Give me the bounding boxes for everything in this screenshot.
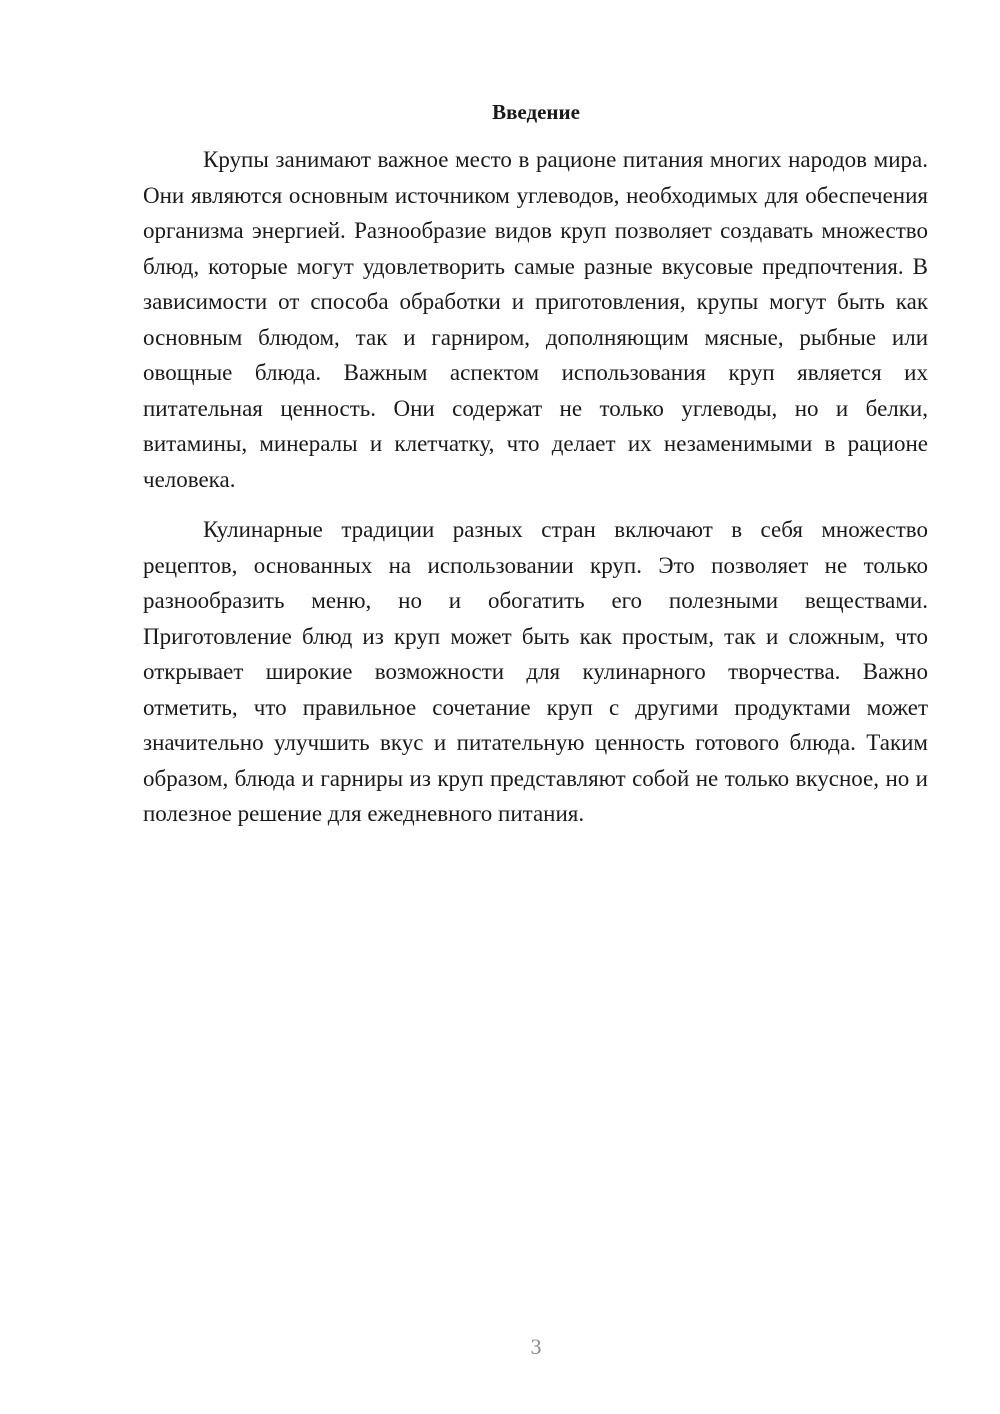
page-number: 3 (530, 1334, 542, 1359)
paragraph-1: Крупы занимают важное место в рационе питания многих народов мира. Они являются основным источником углеводов, необходимых для обеспечения организма энергией. Разнообразие видов круп позволяет создавать множество блюд, которые могут удовлетворить самые разные вкусовые предпочтения. В зависимости от способа обработки и приготовления, крупы могут быть как основным блюдом, так и гарниром, дополняющим мясные, рыбные или овощные блюда. Важным аспектом использования круп является их питательная ценность. Они содержат не только углеводы, но и белки, витамины, минералы и клетчатку, что делает их незаменимыми в рационе человека. (143, 147, 928, 492)
section-heading: Введение (492, 100, 580, 124)
body-text (143, 142, 928, 832)
paragraph-2: Кулинарные традиции разных стран включают в себя множество рецептов, основанных на использовании круп. Это позволяет не только разнообразить меню, но и обогатить его полезными веществами. Приготовление блюд из круп может быть как простым, так и сложным, что открывает широкие возможности для кулинарного творчества. Важно отметить, что правильное сочетание круп с другими продуктами может значительно улучшить вкус и питательную ценность готового блюда. Таким образом, блюда и гарниры из круп представляют собой не только вкусное, но и полезное решение для ежедневного питания. (143, 517, 928, 826)
